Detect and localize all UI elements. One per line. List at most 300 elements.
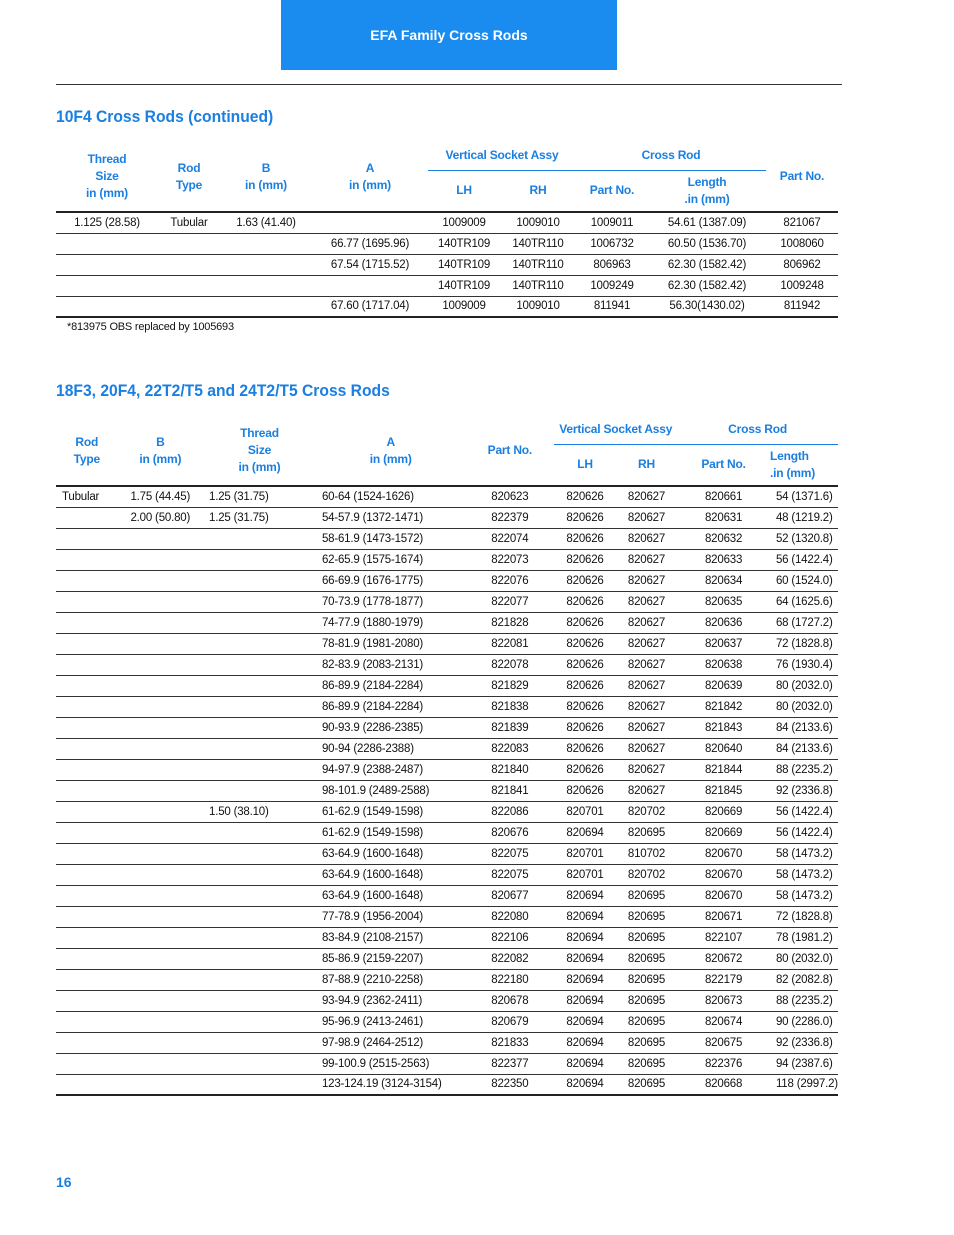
table-cell: 820695: [616, 948, 677, 969]
header-length: Length .in (mm): [769, 448, 816, 480]
table-cell: 74-77.9 (1880-1979): [316, 612, 465, 633]
table-cell: 820694: [554, 990, 615, 1011]
table-cell: 63-64.9 (1600-1648): [316, 843, 465, 864]
table-body-18f3-24t2: [56, 486, 838, 1095]
table-cell: 67.54 (1715.52): [312, 254, 428, 275]
table-cell: 820626: [554, 528, 615, 549]
header-thread-size: Thread Size in (mm): [238, 426, 281, 474]
table-cell: [220, 275, 312, 296]
table-cell: 1.50 (38.10): [203, 801, 316, 822]
table-row: [56, 654, 838, 675]
table-cell: [56, 507, 118, 528]
table-cell: [158, 254, 220, 275]
table-cell: 820627: [616, 507, 677, 528]
table-cell: 1008060: [766, 233, 838, 254]
table-cell: [118, 654, 203, 675]
table-cell: 54-57.9 (1372-1471): [316, 507, 465, 528]
table-cell: [118, 864, 203, 885]
header-vertical-socket-assy: Vertical Socket Assy: [428, 142, 576, 170]
table-cell: [118, 885, 203, 906]
table-cell: 820639: [677, 675, 770, 696]
table-row: [56, 591, 838, 612]
table-cell: 820627: [616, 738, 677, 759]
table-cell: 820694: [554, 1074, 615, 1095]
table-cell: 821829: [465, 675, 554, 696]
table-cell: 820626: [554, 675, 615, 696]
table-cell: [56, 969, 118, 990]
table-cell: [158, 233, 220, 254]
table-row: [56, 969, 838, 990]
table-cell: 820676: [465, 822, 554, 843]
table-cell: 94 (2387.6): [770, 1053, 838, 1074]
header-part-no: Part No.: [487, 443, 533, 457]
table-cell: 1.25 (31.75): [203, 486, 316, 507]
table-cell: 811941: [576, 296, 648, 317]
table-cell: 822078: [465, 654, 554, 675]
header-rod-type: Rod Type: [73, 434, 100, 466]
table-cell: 820627: [616, 633, 677, 654]
table-cell: [118, 675, 203, 696]
table-row: [56, 212, 838, 233]
table-cell: [118, 738, 203, 759]
table-cell: 820695: [616, 906, 677, 927]
table-cell: 1009011: [576, 212, 648, 233]
table-cell: [118, 1053, 203, 1074]
table-cell: [56, 1053, 118, 1074]
table-cell: 821840: [465, 759, 554, 780]
table-cell: 61-62.9 (1549-1598): [316, 801, 465, 822]
header-rod-type: Rod Type: [175, 160, 203, 192]
header-length: Length .in (mm): [684, 174, 730, 206]
table-cell: [56, 233, 158, 254]
table-cell: [118, 780, 203, 801]
table-cell: [118, 549, 203, 570]
table-cell: 80 (2032.0): [770, 675, 838, 696]
table-cell: [203, 843, 316, 864]
table-cell: [56, 254, 158, 275]
table-cell: 84 (2133.6): [770, 738, 838, 759]
table-cell: [203, 885, 316, 906]
table-cell: [203, 675, 316, 696]
table-cell: 822377: [465, 1053, 554, 1074]
table-cell: 76 (1930.4): [770, 654, 838, 675]
footnote: *813975 OBS replaced by 1005693: [67, 321, 234, 333]
table-cell: 1009248: [766, 275, 838, 296]
table-cell: [56, 801, 118, 822]
table-cell: 820673: [677, 990, 770, 1011]
table-row: [56, 486, 838, 507]
table-row: [56, 843, 838, 864]
table-cell: 822082: [465, 948, 554, 969]
table-cell: 820701: [554, 801, 615, 822]
table-row: [56, 1053, 838, 1074]
table-cell: 820701: [554, 864, 615, 885]
table-cell: 820670: [677, 885, 770, 906]
table-cell: 63-64.9 (1600-1648): [316, 885, 465, 906]
table-cell: [56, 1032, 118, 1053]
table-row: [56, 864, 838, 885]
table-cell: 820633: [677, 549, 770, 570]
table-cell: 78 (1981.2): [770, 927, 838, 948]
table-row: [56, 885, 838, 906]
table-cell: 820669: [677, 822, 770, 843]
table-cell: 806962: [766, 254, 838, 275]
table-cell: [203, 717, 316, 738]
table-cell: [203, 696, 316, 717]
table-cell: [118, 822, 203, 843]
table-cell: 820674: [677, 1011, 770, 1032]
table-cell: 140TR109: [428, 254, 500, 275]
table-cell: [203, 528, 316, 549]
table-cell: 1.25 (31.75): [203, 507, 316, 528]
table-cell: 92 (2336.8): [770, 1032, 838, 1053]
table-cell: 822074: [465, 528, 554, 549]
table-cell: 62.30 (1582.42): [648, 275, 766, 296]
table-cell: [56, 843, 118, 864]
table-cell: [203, 864, 316, 885]
table-cell: 820626: [554, 696, 615, 717]
table-cell: [56, 864, 118, 885]
table-cell: 820627: [616, 696, 677, 717]
table-cell: Tubular: [56, 486, 118, 507]
table-cell: [56, 822, 118, 843]
table-cell: 54 (1371.6): [770, 486, 838, 507]
table-cell: 56.30(1430.02): [648, 296, 766, 317]
table-cell: 61-62.9 (1549-1598): [316, 822, 465, 843]
cross-rods-18f3-24t2-table: [56, 416, 838, 1096]
table-cell: [203, 906, 316, 927]
table-cell: [203, 990, 316, 1011]
header-part-no: Part No.: [779, 169, 825, 183]
table-row: [56, 696, 838, 717]
table-cell: 820694: [554, 822, 615, 843]
table-cell: 60.50 (1536.70): [648, 233, 766, 254]
table-cell: 820626: [554, 591, 615, 612]
table-cell: Tubular: [158, 212, 220, 233]
table-cell: 56 (1422.4): [770, 549, 838, 570]
table-cell: 93-94.9 (2362-2411): [316, 990, 465, 1011]
table-cell: 58 (1473.2): [770, 864, 838, 885]
table-cell: [203, 591, 316, 612]
table-cell: 140TR110: [500, 233, 576, 254]
table-cell: [56, 612, 118, 633]
table-row: [56, 759, 838, 780]
table-cell: [203, 759, 316, 780]
table-cell: 820694: [554, 927, 615, 948]
table-row: [56, 927, 838, 948]
table-cell: 85-86.9 (2159-2207): [316, 948, 465, 969]
section-tab-label: EFA Family Cross Rods: [370, 27, 528, 43]
table-cell: 140TR109: [428, 275, 500, 296]
table-cell: 83-84.9 (2108-2157): [316, 927, 465, 948]
table-cell: 820661: [677, 486, 770, 507]
table-cell: 56 (1422.4): [770, 801, 838, 822]
table-cell: 58 (1473.2): [770, 885, 838, 906]
table-cell: 2.00 (50.80): [118, 507, 203, 528]
table-cell: 1009009: [428, 212, 500, 233]
table-cell: 820695: [616, 822, 677, 843]
table-cell: [118, 990, 203, 1011]
table-cell: 97-98.9 (2464-2512): [316, 1032, 465, 1053]
table-cell: 1009009: [428, 296, 500, 317]
table-cell: 82-83.9 (2083-2131): [316, 654, 465, 675]
table-cell: [56, 633, 118, 654]
table-cell: 820626: [554, 738, 615, 759]
table-cell: [118, 633, 203, 654]
table-cell: 822076: [465, 570, 554, 591]
table-cell: 820631: [677, 507, 770, 528]
table-cell: 820627: [616, 780, 677, 801]
section-title-18f3-24t2: 18F3, 20F4, 22T2/T5 and 24T2/T5 Cross Rods: [56, 381, 390, 400]
table-cell: [56, 296, 158, 317]
table-cell: 64 (1625.6): [770, 591, 838, 612]
table-cell: [158, 275, 220, 296]
header-rh: RH: [638, 457, 655, 472]
table-cell: 820694: [554, 969, 615, 990]
table-cell: 820670: [677, 843, 770, 864]
table-row: [56, 990, 838, 1011]
table-body-10f4: [56, 212, 838, 317]
table-cell: 98-101.9 (2489-2588): [316, 780, 465, 801]
page-number: 16: [56, 1174, 72, 1190]
table-cell: 86-89.9 (2184-2284): [316, 696, 465, 717]
table-cell: 1009010: [500, 296, 576, 317]
table-cell: [118, 1074, 203, 1095]
table-cell: 90 (2286.0): [770, 1011, 838, 1032]
table-row: [56, 549, 838, 570]
table-cell: 94-97.9 (2388-2487): [316, 759, 465, 780]
table-cell: 822080: [465, 906, 554, 927]
header-cross-rod: Cross Rod: [576, 142, 766, 170]
table-cell: 68 (1727.2): [770, 612, 838, 633]
table-cell: 821844: [677, 759, 770, 780]
table-cell: [203, 969, 316, 990]
table-cell: 822379: [465, 507, 554, 528]
table-cell: [118, 717, 203, 738]
table-cell: [203, 948, 316, 969]
table-cell: 822081: [465, 633, 554, 654]
table-cell: [203, 570, 316, 591]
table-cell: 820637: [677, 633, 770, 654]
table-cell: [56, 654, 118, 675]
table-cell: 810702: [616, 843, 677, 864]
table-cell: 66.77 (1695.96): [312, 233, 428, 254]
table-cell: 95-96.9 (2413-2461): [316, 1011, 465, 1032]
table-row: [56, 254, 838, 275]
table-cell: 1.75 (44.45): [118, 486, 203, 507]
table-cell: 820701: [554, 843, 615, 864]
header-a: A in (mm): [369, 434, 412, 466]
table-cell: 90-94 (2286-2388): [316, 738, 465, 759]
table-cell: 821839: [465, 717, 554, 738]
table-cell: [56, 275, 158, 296]
table-cell: 820679: [465, 1011, 554, 1032]
table-cell: 66-69.9 (1676-1775): [316, 570, 465, 591]
table-cell: [56, 570, 118, 591]
table-cell: 822083: [465, 738, 554, 759]
table-row: [56, 233, 838, 254]
table-cell: [158, 296, 220, 317]
table-cell: [56, 1011, 118, 1032]
table-cell: 820702: [616, 864, 677, 885]
table-cell: [118, 570, 203, 591]
table-row: [56, 570, 838, 591]
table-cell: 820627: [616, 570, 677, 591]
table-cell: 820626: [554, 570, 615, 591]
table-cell: [203, 1074, 316, 1095]
header-cross-rod-part-no: Part No.: [701, 457, 746, 472]
table-cell: 70-73.9 (1778-1877): [316, 591, 465, 612]
table-cell: 63-64.9 (1600-1648): [316, 864, 465, 885]
table-cell: [56, 528, 118, 549]
table-cell: 820626: [554, 654, 615, 675]
table-cell: 820626: [554, 486, 615, 507]
table-cell: [118, 948, 203, 969]
header-b: B in (mm): [245, 160, 287, 192]
table-cell: 820623: [465, 486, 554, 507]
table-cell: 822376: [677, 1053, 770, 1074]
table-cell: [203, 738, 316, 759]
table-cell: 820694: [554, 906, 615, 927]
table-cell: 820695: [616, 1053, 677, 1074]
table-cell: 820627: [616, 549, 677, 570]
table-cell: 820695: [616, 1011, 677, 1032]
table-cell: 821845: [677, 780, 770, 801]
table-cell: 88 (2235.2): [770, 759, 838, 780]
table-cell: 1009249: [576, 275, 648, 296]
table-cell: 822350: [465, 1074, 554, 1095]
table-cell: 820695: [616, 885, 677, 906]
table-cell: 88 (2235.2): [770, 990, 838, 1011]
table-cell: 820695: [616, 1074, 677, 1095]
table-cell: 821841: [465, 780, 554, 801]
table-cell: 820632: [677, 528, 770, 549]
table-cell: [203, 1032, 316, 1053]
table-cell: [118, 591, 203, 612]
table-cell: 86-89.9 (2184-2284): [316, 675, 465, 696]
table-cell: 820635: [677, 591, 770, 612]
cross-rods-10f4-table: [56, 142, 838, 318]
table-cell: 140TR109: [428, 233, 500, 254]
table-row: [56, 738, 838, 759]
table-cell: 72 (1828.8): [770, 633, 838, 654]
table-cell: [118, 843, 203, 864]
table-cell: 60 (1524.0): [770, 570, 838, 591]
table-row: [56, 906, 838, 927]
table-cell: 67.60 (1717.04): [312, 296, 428, 317]
table-cell: 820626: [554, 549, 615, 570]
table-cell: [56, 885, 118, 906]
table-cell: 820672: [677, 948, 770, 969]
table-cell: [118, 927, 203, 948]
table-cell: 820626: [554, 759, 615, 780]
table-cell: [203, 1011, 316, 1032]
table-cell: 60-64 (1524-1626): [316, 486, 465, 507]
table-cell: [203, 780, 316, 801]
table-cell: 820694: [554, 1011, 615, 1032]
table-row: [56, 1074, 838, 1095]
table-row: [56, 612, 838, 633]
table-row: [56, 801, 838, 822]
header-vertical-socket-assy: Vertical Socket Assy: [554, 416, 677, 444]
table-cell: [56, 927, 118, 948]
table-cell: [220, 296, 312, 317]
table-cell: 822086: [465, 801, 554, 822]
table-cell: 820627: [616, 591, 677, 612]
header-lh: LH: [577, 457, 593, 472]
table-cell: [203, 612, 316, 633]
table-row: [56, 717, 838, 738]
table-cell: 820627: [616, 759, 677, 780]
table-cell: [118, 1032, 203, 1053]
header-rh: RH: [529, 183, 547, 198]
table-cell: 58-61.9 (1473-1572): [316, 528, 465, 549]
table-cell: 820694: [554, 1053, 615, 1074]
table-row: [56, 1032, 838, 1053]
table-cell: 820677: [465, 885, 554, 906]
table-cell: 820627: [616, 486, 677, 507]
table-cell: [118, 528, 203, 549]
table-cell: 140TR110: [500, 254, 576, 275]
table-cell: 820627: [616, 675, 677, 696]
table-cell: [56, 948, 118, 969]
table-cell: 58 (1473.2): [770, 843, 838, 864]
table-cell: 820626: [554, 507, 615, 528]
header-cross-rod-part-no: Part No.: [589, 183, 635, 198]
section-title-10f4: 10F4 Cross Rods (continued): [56, 107, 274, 126]
header-a: A in (mm): [349, 160, 391, 192]
table-cell: 87-88.9 (2210-2258): [316, 969, 465, 990]
table-cell: 62.30 (1582.42): [648, 254, 766, 275]
section-tab: [281, 0, 617, 70]
table-row: [56, 275, 838, 296]
table-cell: [118, 759, 203, 780]
table-cell: [56, 549, 118, 570]
table-cell: [203, 633, 316, 654]
table-cell: 92 (2336.8): [770, 780, 838, 801]
table-cell: [118, 801, 203, 822]
header-rule: [56, 84, 842, 85]
table-row: [56, 528, 838, 549]
table-cell: 820634: [677, 570, 770, 591]
table-cell: [56, 990, 118, 1011]
table-cell: 820626: [554, 717, 615, 738]
table-row: [56, 675, 838, 696]
header-thread-size: Thread Size in (mm): [86, 152, 128, 200]
table-cell: 820626: [554, 633, 615, 654]
table-row: [56, 507, 838, 528]
table-cell: [56, 591, 118, 612]
table-cell: 820675: [677, 1032, 770, 1053]
table-cell: 80 (2032.0): [770, 948, 838, 969]
table-cell: 806963: [576, 254, 648, 275]
table-cell: 78-81.9 (1981-2080): [316, 633, 465, 654]
table-cell: 820669: [677, 801, 770, 822]
table-cell: 821828: [465, 612, 554, 633]
table-cell: 90-93.9 (2286-2385): [316, 717, 465, 738]
header-cross-rod: Cross Rod: [677, 416, 838, 444]
table-cell: 820627: [616, 528, 677, 549]
table-cell: 1.63 (41.40): [220, 212, 312, 233]
table-cell: 80 (2032.0): [770, 696, 838, 717]
table-cell: 820695: [616, 927, 677, 948]
table-cell: 820626: [554, 612, 615, 633]
table-cell: 820638: [677, 654, 770, 675]
table-cell: 821067: [766, 212, 838, 233]
table-cell: [56, 675, 118, 696]
table-row: [56, 948, 838, 969]
table-cell: 820640: [677, 738, 770, 759]
